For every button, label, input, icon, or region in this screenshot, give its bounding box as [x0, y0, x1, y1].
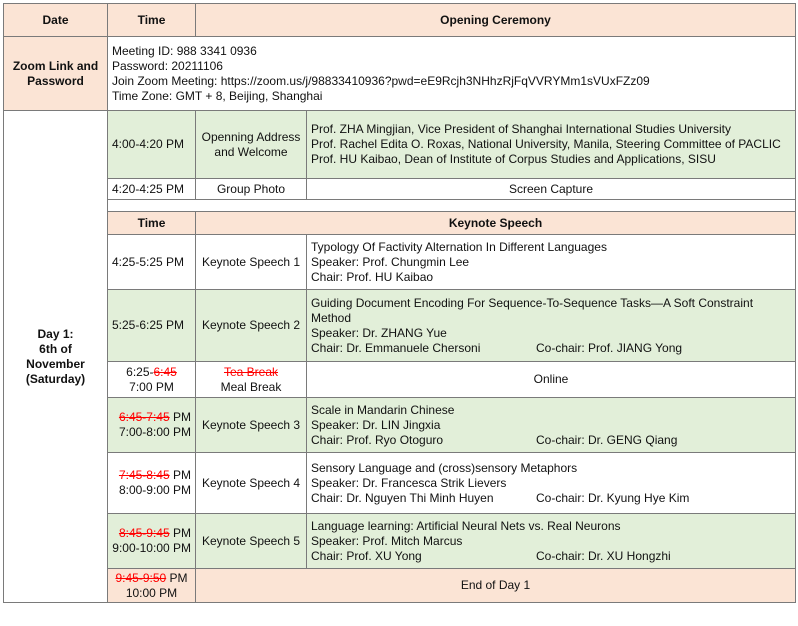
photo-detail: Screen Capture — [307, 179, 796, 200]
end-time-struck: 9:45-9:50 — [115, 570, 167, 585]
date-header: Date — [4, 4, 108, 37]
time-header: Time — [108, 4, 196, 37]
k5-speaker: Speaker: Prof. Mitch Marcus — [311, 533, 463, 548]
break-event-new: Meal Break — [220, 379, 282, 394]
k4-event: Keynote Speech 4 — [196, 453, 307, 514]
opening-event: Openning Address and Welcome — [196, 111, 307, 179]
k1-details — [307, 235, 796, 290]
day-line-2: 6th of — [39, 341, 72, 356]
opening-speaker-1: Prof. ZHA Mingjian, Vice President of Shanghai International Studies University — [311, 122, 731, 136]
keynote-2-row — [4, 290, 796, 362]
opening-ceremony-header: Opening Ceremony — [196, 4, 796, 37]
k4-chairs — [311, 491, 791, 506]
k4-time — [108, 453, 196, 514]
k3-cochair: Co-chair: Dr. GENG Qiang — [536, 432, 678, 447]
k5-time-new: 9:00-10:00 PM — [112, 541, 191, 555]
k3-time-new: 7:00-8:00 PM — [118, 425, 191, 439]
schedule-table — [3, 3, 796, 603]
k1-chair: Chair: Prof. HU Kaibao — [311, 269, 434, 284]
keynote-header-row — [4, 212, 796, 235]
k3-time-struck: 6:45-7:45 — [118, 410, 170, 424]
end-time — [108, 569, 196, 603]
k3-speaker: Speaker: Dr. LIN Jingxia — [311, 417, 441, 432]
break-detail: Online — [307, 362, 796, 398]
keynote-5-row — [4, 514, 796, 569]
keynote-speech-header: Keynote Speech — [196, 212, 796, 235]
k4-time-struck: 7:45-8:45 — [118, 468, 170, 482]
k5-chairs — [311, 549, 791, 564]
k5-chair: Chair: Prof. XU Yong — [311, 548, 422, 563]
k5-time — [108, 514, 196, 569]
k1-speaker: Speaker: Prof. Chungmin Lee — [311, 254, 470, 269]
zoom-row — [4, 37, 796, 111]
k3-title: Scale in Mandarin Chinese — [311, 402, 455, 417]
k2-event: Keynote Speech 2 — [196, 290, 307, 362]
opening-speaker-2: Prof. Rachel Edita O. Roxas, National University, Manila, Steering Committee of PACLIC — [311, 137, 781, 151]
k1-time: 4:25-5:25 PM — [108, 235, 196, 290]
k2-details — [307, 290, 796, 362]
zoom-label — [4, 37, 108, 111]
opening-time: 4:00-4:20 PM — [108, 111, 196, 179]
keynote-3-row — [4, 398, 796, 453]
k2-chair: Chair: Dr. Emmanuele Chersoni — [311, 340, 481, 355]
k3-chair: Chair: Prof. Ryo Otoguro — [311, 432, 444, 447]
break-time-prefix: 6:25- — [126, 364, 154, 379]
zoom-join-link[interactable]: Join Zoom Meeting: https://zoom.us/j/98833410936?pwd=eE9Rcjh3NHhzRjFqVVRYMm1sVUxFZz09 — [112, 73, 650, 88]
break-time-new: 7:00 PM — [129, 379, 174, 394]
k4-cochair: Co-chair: Dr. Kyung Hye Kim — [536, 490, 690, 505]
k2-speaker: Speaker: Dr. ZHANG Yue — [311, 325, 447, 340]
zoom-label-text: Zoom Link and Password — [12, 58, 99, 88]
k2-time: 5:25-6:25 PM — [108, 290, 196, 362]
k3-event: Keynote Speech 3 — [196, 398, 307, 453]
photo-time: 4:20-4:25 PM — [108, 179, 196, 200]
header-row — [4, 4, 796, 37]
k3-chairs — [311, 433, 791, 448]
k5-cochair: Co-chair: Dr. XU Hongzhi — [536, 548, 671, 563]
zoom-details — [108, 37, 796, 111]
k2-title: Guiding Document Encoding For Sequence-To-Sequence Tasks—A Soft Constraint Method — [311, 295, 754, 325]
time-zone: Time Zone: GMT + 8, Beijing, Shanghai — [112, 88, 323, 103]
group-photo-row — [4, 179, 796, 200]
keynote-time-header: Time — [108, 212, 196, 235]
break-time — [108, 362, 196, 398]
day-line-4: (Saturday) — [25, 371, 86, 386]
k4-time-suffix: PM — [169, 468, 191, 482]
end-event: End of Day 1 — [196, 569, 796, 603]
photo-event: Group Photo — [196, 179, 307, 200]
k5-event: Keynote Speech 5 — [196, 514, 307, 569]
opening-speaker-3: Prof. HU Kaibao, Dean of Institute of Corpus Studies and Applications, SISU — [311, 152, 716, 166]
day-line-3: November — [26, 356, 85, 371]
k3-details — [307, 398, 796, 453]
day-label — [4, 111, 108, 603]
opening-speakers — [307, 111, 796, 179]
end-time-suffix: PM — [166, 570, 188, 585]
k5-time-struck: 8:45-9:45 — [118, 526, 170, 540]
meeting-id: Meeting ID: 988 3341 0936 — [112, 43, 257, 58]
k4-title: Sensory Language and (cross)sensory Metaphors — [311, 460, 578, 475]
keynote-1-row — [4, 235, 796, 290]
break-row — [4, 362, 796, 398]
k4-time-new: 8:00-9:00 PM — [118, 483, 191, 497]
break-time-struck: 6:45 — [153, 364, 177, 379]
k1-title: Typology Of Factivity Alternation In Different Languages — [311, 239, 607, 254]
k2-chairs — [311, 341, 791, 356]
k3-time — [108, 398, 196, 453]
break-event-struck: Tea Break — [223, 364, 279, 379]
spacer-cell — [108, 200, 796, 212]
spacer-row — [4, 200, 796, 212]
k5-time-suffix: PM — [169, 526, 191, 540]
meeting-password: Password: 20211106 — [112, 58, 223, 73]
k4-chair: Chair: Dr. Nguyen Thi Minh Huyen — [311, 490, 494, 505]
keynote-4-row — [4, 453, 796, 514]
day-line-1: Day 1: — [37, 326, 74, 341]
k4-speaker: Speaker: Dr. Francesca Strik Lievers — [311, 475, 507, 490]
k2-cochair: Co-chair: Prof. JIANG Yong — [536, 340, 683, 355]
end-time-new: 10:00 PM — [125, 585, 178, 600]
k1-event: Keynote Speech 1 — [196, 235, 307, 290]
end-row — [4, 569, 796, 603]
k5-details — [307, 514, 796, 569]
k5-title: Language learning: Artificial Neural Nets vs. Real Neurons — [311, 518, 621, 533]
opening-row — [4, 111, 796, 179]
k3-time-suffix: PM — [169, 410, 191, 424]
k4-details — [307, 453, 796, 514]
break-event — [196, 362, 307, 398]
